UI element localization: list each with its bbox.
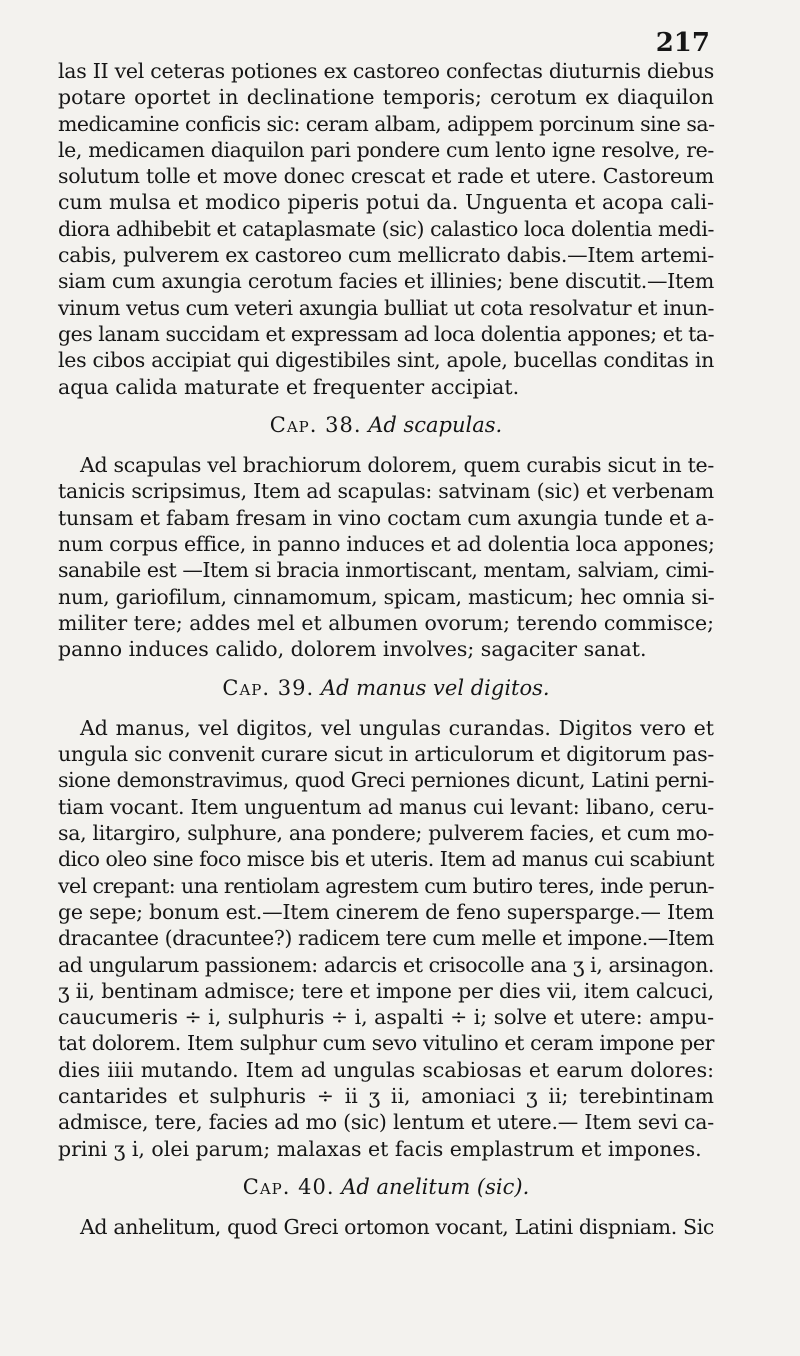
chapter-title: Ad manus vel digitos. bbox=[320, 675, 550, 700]
paragraph-scapulas bbox=[58, 452, 714, 662]
text-line: cabis, pulverem ex castoreo cum mellicrato dabis.—Item artemi- bbox=[58, 243, 714, 268]
text-line: vel crepant: una rentiolam agrestem cum butiro teres, inde perun- bbox=[58, 873, 714, 898]
text-line: cantarides et sulphuris ÷ ii ʒ ii, amoniaci ʒ ii; terebintinam bbox=[58, 1083, 714, 1108]
text-line: Ad scapulas vel brachiorum dolorem, quem curabis sicut in te- bbox=[80, 453, 714, 478]
text-line: siam cum axungia cerotum facies et illinies; bene discutit.—Item bbox=[58, 269, 714, 294]
text-line: sione demonstravimus, quod Greci perniones dicunt, Latini perni- bbox=[58, 768, 714, 793]
text-line: num corpus effice, in panno induces et ad dolentia loca appones; bbox=[58, 532, 715, 557]
text-line: cum mulsa et modico piperis potui da. Unguenta et acopa cali- bbox=[58, 190, 714, 215]
chapter-number: Cap. 39. bbox=[222, 675, 315, 700]
text-line: ʒ ii, bentinam admisce; tere et impone per dies vii, item calcuci, bbox=[58, 978, 714, 1003]
text-line: prini ʒ i, olei parum; malaxas et facis emplastrum et impones. bbox=[58, 1136, 702, 1161]
text-line: num, gariofilum, cinnamomum, spicam, masticum; hec omnia si- bbox=[58, 584, 715, 609]
chapter-heading-39 bbox=[58, 675, 714, 701]
text-line: Ad anhelitum, quod Greci ortomon vocant, Latini dispniam. Sic bbox=[80, 1215, 714, 1240]
text-line: aqua calida maturate et frequenter accipiat. bbox=[58, 374, 520, 399]
text-line: le, medicamen diaquilon pari pondere cum lento igne resolve, re- bbox=[58, 137, 714, 162]
text-line: tat dolorem. Item sulphur cum sevo vitulino et ceram impone per bbox=[58, 1031, 714, 1056]
text-line: les cibos accipiat qui digestibiles sint, apole, bucellas conditas in bbox=[58, 348, 714, 373]
chapter-heading-38 bbox=[58, 412, 714, 438]
text-line: las II vel ceteras potiones ex castoreo confectas diuturnis diebus bbox=[58, 59, 714, 83]
paragraph-continuation bbox=[58, 58, 714, 400]
chapter-number: Cap. 40. bbox=[242, 1174, 335, 1199]
text-line: dies iiii mutando. Item ad ungulas scabiosas et earum dolores: bbox=[58, 1057, 714, 1082]
text-line: ad ungularum passionem: adarcis et crisocolle ana ʒ i, arsinagon. bbox=[58, 952, 714, 977]
text-line: dico oleo sine foco misce bis et uteris. Item ad manus cui scabiunt bbox=[58, 847, 714, 872]
text-line: sanabile est —Item si bracia inmortiscant, mentam, salviam, cimi- bbox=[58, 558, 714, 583]
text-line: sa, litargiro, sulphure, ana pondere; pulverem facies, et cum mo- bbox=[58, 821, 714, 846]
text-line: militer tere; addes mel et albumen ovorum; terendo commisce; bbox=[58, 610, 714, 635]
text-line: caucumeris ÷ i, sulphuris ÷ i, aspalti ÷ i; solve et utere: ampu- bbox=[58, 1005, 714, 1030]
chapter-title: Ad scapulas. bbox=[368, 412, 503, 437]
text-line: vinum vetus cum veteri axungia bulliat ut cota resolvatur et inun- bbox=[58, 295, 714, 320]
text-line: ges lanam succidam et expressam ad loca dolentia appones; et ta- bbox=[58, 321, 714, 346]
text-line: medicamine conficis sic: ceram albam, adippem porcinum sine sa- bbox=[58, 111, 715, 136]
text-line: Ad manus, vel digitos, vel ungulas curandas. Digitos vero et bbox=[80, 715, 714, 740]
chapter-number: Cap. 38. bbox=[269, 412, 362, 437]
text-line: ge sepe; bonum est.—Item cinerem de feno supersparge.— Item bbox=[58, 899, 715, 924]
text-line: ungula sic convenit curare sicut in articulorum et digitorum pas- bbox=[58, 742, 714, 767]
page-number: 217 bbox=[655, 28, 710, 58]
text-line: panno induces calido, dolorem involves; sagaciter sanat. bbox=[58, 637, 647, 662]
text-line: diora adhibebit et cataplasmate (sic) calastico loca dolentia medi- bbox=[58, 216, 714, 241]
paragraph-anelitum bbox=[58, 1214, 714, 1240]
text-line: admisce, tere, facies ad mo (sic) lentum et utere.— Item sevi ca- bbox=[58, 1110, 714, 1135]
text-line: potare oportet in declinatione temporis; cerotum ex diaquilon bbox=[58, 85, 714, 110]
text-line: tanicis scripsimus, Item ad scapulas: satvinam (sic) et verbenam bbox=[58, 479, 714, 504]
page-body bbox=[58, 58, 714, 1240]
chapter-title: Ad anelitum (sic). bbox=[341, 1174, 530, 1199]
text-line: tiam vocant. Item unguentum ad manus cui levant: libano, ceru- bbox=[58, 794, 714, 819]
text-line: tunsam et fabam fresam in vino coctam cum axungia tunde et a- bbox=[58, 505, 714, 530]
chapter-heading-40 bbox=[58, 1174, 714, 1200]
text-line: dracantee (dracuntee?) radicem tere cum melle et impone.—Item bbox=[58, 926, 714, 951]
text-line: solutum tolle et move donec crescat et rade et utere. Castoreum bbox=[58, 164, 714, 189]
paragraph-manus bbox=[58, 715, 714, 1162]
